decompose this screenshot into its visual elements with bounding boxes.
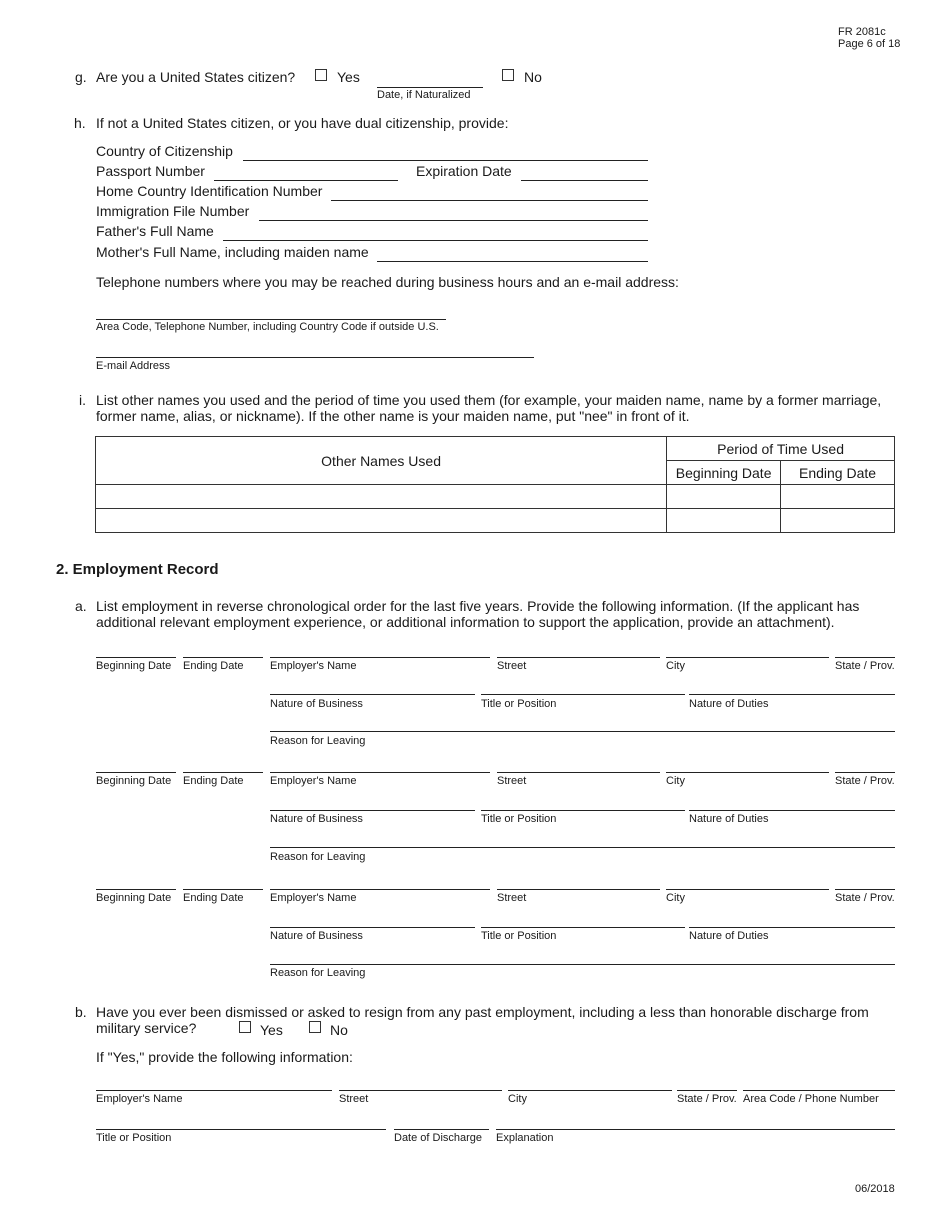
begin-cell[interactable] bbox=[667, 509, 781, 533]
expiration-label: Expiration Date bbox=[416, 163, 512, 179]
end-date-header: Ending Date bbox=[781, 461, 895, 485]
b-explanation-line[interactable] bbox=[496, 1129, 895, 1130]
reason-line[interactable] bbox=[270, 731, 895, 732]
citizen-question: Are you a United States citizen? bbox=[96, 69, 296, 85]
father-label: Father's Full Name bbox=[96, 223, 214, 239]
street-line[interactable] bbox=[497, 772, 660, 773]
phone-intro: Telephone numbers where you may be reached during business hours and an e-mail address: bbox=[96, 274, 679, 290]
passport-label: Passport Number bbox=[96, 163, 205, 179]
b-street-label: Street bbox=[339, 1093, 369, 1105]
title-line[interactable] bbox=[481, 927, 685, 928]
b-explanation-label: Explanation bbox=[496, 1132, 554, 1144]
other-names-text-2: former name, alias, or nickname). If the other name is your maiden name, put "nee" in front of it. bbox=[96, 408, 690, 424]
begin-date-line[interactable] bbox=[96, 657, 176, 658]
city-label: City bbox=[666, 775, 685, 787]
begin-date-label: Beginning Date bbox=[96, 775, 172, 787]
street-label: Street bbox=[497, 892, 527, 904]
item-b-letter: b. bbox=[75, 1004, 87, 1020]
title-line[interactable] bbox=[481, 694, 685, 695]
street-label: Street bbox=[497, 775, 527, 787]
nature-duties-label: Nature of Duties bbox=[689, 813, 769, 825]
nature-business-line[interactable] bbox=[270, 810, 475, 811]
street-label: Street bbox=[497, 660, 527, 672]
dismissed-no-checkbox[interactable] bbox=[309, 1021, 321, 1033]
b-street-line[interactable] bbox=[339, 1090, 502, 1091]
citizen-yes-checkbox[interactable] bbox=[315, 69, 327, 81]
nature-duties-line[interactable] bbox=[689, 694, 895, 695]
naturalized-date-line[interactable] bbox=[377, 87, 483, 88]
b-title-label: Title or Position bbox=[96, 1132, 172, 1144]
b-city-line[interactable] bbox=[508, 1090, 672, 1091]
city-line[interactable] bbox=[666, 772, 829, 773]
nature-duties-label: Nature of Duties bbox=[689, 930, 769, 942]
city-label: City bbox=[666, 660, 685, 672]
nature-duties-line[interactable] bbox=[689, 927, 895, 928]
b-employer-label: Employer's Name bbox=[96, 1093, 183, 1105]
passport-line[interactable] bbox=[214, 180, 398, 181]
mother-label: Mother's Full Name, including maiden name bbox=[96, 244, 369, 260]
section-title: 2. Employment Record bbox=[56, 561, 219, 578]
dismissed-yes-checkbox[interactable] bbox=[239, 1021, 251, 1033]
state-line[interactable] bbox=[835, 657, 895, 658]
if-yes-text: If "Yes," provide the following information: bbox=[96, 1049, 353, 1065]
country-line[interactable] bbox=[243, 160, 648, 161]
nature-business-label: Nature of Business bbox=[270, 930, 363, 942]
item-a-letter: a. bbox=[75, 598, 87, 614]
city-label: City bbox=[666, 892, 685, 904]
other-names-table bbox=[95, 436, 895, 533]
state-label: State / Prov. bbox=[835, 892, 895, 904]
revision-date: 06/2018 bbox=[855, 1183, 895, 1195]
begin-date-header: Beginning Date bbox=[667, 461, 781, 485]
item-i-letter: i. bbox=[79, 392, 86, 408]
immigration-label: Immigration File Number bbox=[96, 203, 250, 219]
nature-business-line[interactable] bbox=[270, 694, 475, 695]
reason-label: Reason for Leaving bbox=[270, 967, 366, 979]
item-h-letter: h. bbox=[74, 115, 86, 131]
nature-business-label: Nature of Business bbox=[270, 698, 363, 710]
b-phone-line[interactable] bbox=[743, 1090, 895, 1091]
nature-duties-label: Nature of Duties bbox=[689, 698, 769, 710]
dismissed-yes-label: Yes bbox=[260, 1022, 283, 1038]
employment-instructions-2: additional relevant employment experience, or additional information to support the application, provide an attachment). bbox=[96, 614, 835, 630]
title-label: Title or Position bbox=[481, 930, 557, 942]
reason-line[interactable] bbox=[270, 847, 895, 848]
end-date-label: Ending Date bbox=[183, 660, 244, 672]
employer-line[interactable] bbox=[270, 889, 490, 890]
employer-label: Employer's Name bbox=[270, 775, 357, 787]
immigration-line[interactable] bbox=[259, 220, 648, 221]
b-phone-label: Area Code / Phone Number bbox=[743, 1093, 879, 1105]
other-names-header: Other Names Used bbox=[96, 437, 667, 485]
email-caption: E-mail Address bbox=[96, 360, 170, 372]
expiration-line[interactable] bbox=[521, 180, 648, 181]
b-discharge-label: Date of Discharge bbox=[394, 1132, 483, 1144]
end-date-line[interactable] bbox=[183, 657, 263, 658]
noncitizen-intro: If not a United States citizen, or you have dual citizenship, provide: bbox=[96, 115, 509, 131]
begin-cell[interactable] bbox=[667, 485, 781, 509]
end-date-label: Ending Date bbox=[183, 892, 244, 904]
employer-line[interactable] bbox=[270, 772, 490, 773]
end-date-line[interactable] bbox=[183, 772, 263, 773]
b-title-line[interactable] bbox=[96, 1129, 386, 1130]
name-cell[interactable] bbox=[96, 485, 667, 509]
state-label: State / Prov. bbox=[835, 775, 895, 787]
nature-business-line[interactable] bbox=[270, 927, 475, 928]
title-label: Title or Position bbox=[481, 813, 557, 825]
phone-caption: Area Code, Telephone Number, including Country Code if outside U.S. bbox=[96, 321, 439, 333]
email-line[interactable] bbox=[96, 357, 534, 358]
nature-duties-line[interactable] bbox=[689, 810, 895, 811]
reason-line[interactable] bbox=[270, 964, 895, 965]
citizen-no-checkbox[interactable] bbox=[502, 69, 514, 81]
reason-label: Reason for Leaving bbox=[270, 851, 366, 863]
street-line[interactable] bbox=[497, 889, 660, 890]
dismissed-no-label: No bbox=[330, 1022, 348, 1038]
street-line[interactable] bbox=[497, 657, 660, 658]
period-header: Period of Time Used bbox=[667, 437, 895, 461]
employer-line[interactable] bbox=[270, 657, 490, 658]
end-cell[interactable] bbox=[781, 485, 895, 509]
dismissed-question-1: Have you ever been dismissed or asked to resign from any past employment, including a less than honorable discharge from bbox=[96, 1004, 869, 1020]
citizen-yes-label: Yes bbox=[337, 69, 360, 85]
begin-date-line[interactable] bbox=[96, 772, 176, 773]
title-label: Title or Position bbox=[481, 698, 557, 710]
naturalized-date-caption: Date, if Naturalized bbox=[377, 89, 471, 101]
state-line[interactable] bbox=[835, 772, 895, 773]
father-line[interactable] bbox=[223, 240, 648, 241]
city-line[interactable] bbox=[666, 657, 829, 658]
nature-business-label: Nature of Business bbox=[270, 813, 363, 825]
phone-line[interactable] bbox=[96, 319, 446, 320]
b-discharge-line[interactable] bbox=[394, 1129, 489, 1130]
page-number: Page 6 of 18 bbox=[838, 38, 901, 50]
b-city-label: City bbox=[508, 1093, 527, 1105]
table-row bbox=[96, 485, 895, 509]
begin-date-line[interactable] bbox=[96, 889, 176, 890]
employer-label: Employer's Name bbox=[270, 660, 357, 672]
citizen-no-label: No bbox=[524, 69, 542, 85]
state-line[interactable] bbox=[835, 889, 895, 890]
city-line[interactable] bbox=[666, 889, 829, 890]
mother-line[interactable] bbox=[377, 261, 648, 262]
b-employer-line[interactable] bbox=[96, 1090, 332, 1091]
b-state-label: State / Prov. bbox=[677, 1093, 737, 1105]
reason-label: Reason for Leaving bbox=[270, 735, 366, 747]
other-names-text-1: List other names you used and the period of time you used them (for example, your maiden name, name by a former marriage, bbox=[96, 392, 882, 408]
item-g-letter: g. bbox=[75, 69, 87, 85]
begin-date-label: Beginning Date bbox=[96, 660, 172, 672]
title-line[interactable] bbox=[481, 810, 685, 811]
end-cell[interactable] bbox=[781, 509, 895, 533]
home-id-label: Home Country Identification Number bbox=[96, 183, 323, 199]
employment-instructions-1: List employment in reverse chronological order for the last five years. Provide the following information. (If the applicant has bbox=[96, 598, 860, 614]
name-cell[interactable] bbox=[96, 509, 667, 533]
form-id: FR 2081c bbox=[838, 26, 886, 38]
table-row bbox=[96, 509, 895, 533]
home-id-line[interactable] bbox=[331, 200, 648, 201]
end-date-line[interactable] bbox=[183, 889, 263, 890]
b-state-line[interactable] bbox=[677, 1090, 737, 1091]
state-label: State / Prov. bbox=[835, 660, 895, 672]
country-label: Country of Citizenship bbox=[96, 143, 233, 159]
dismissed-question-2: military service? bbox=[96, 1020, 197, 1036]
employer-label: Employer's Name bbox=[270, 892, 357, 904]
begin-date-label: Beginning Date bbox=[96, 892, 172, 904]
end-date-label: Ending Date bbox=[183, 775, 244, 787]
